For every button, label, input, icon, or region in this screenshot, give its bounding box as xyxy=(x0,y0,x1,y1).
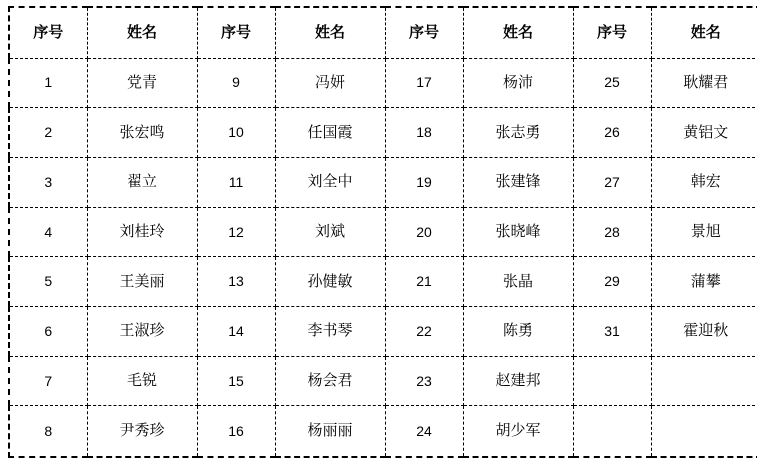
cell-name: 党青 xyxy=(87,58,197,108)
cell-index-empty xyxy=(573,356,651,406)
column-header-index-3: 序号 xyxy=(385,7,463,58)
cell-index: 26 xyxy=(573,108,651,158)
cell-index: 11 xyxy=(197,157,275,207)
cell-index: 23 xyxy=(385,356,463,406)
cell-name-empty xyxy=(651,356,757,406)
cell-index: 6 xyxy=(9,307,87,357)
cell-index: 2 xyxy=(9,108,87,158)
column-header-index-2: 序号 xyxy=(197,7,275,58)
cell-index: 20 xyxy=(385,207,463,257)
cell-name: 刘斌 xyxy=(275,207,385,257)
cell-index: 10 xyxy=(197,108,275,158)
cell-name: 韩宏 xyxy=(651,157,757,207)
cell-index: 19 xyxy=(385,157,463,207)
cell-name: 翟立 xyxy=(87,157,197,207)
cell-name: 黄铝文 xyxy=(651,108,757,158)
cell-index: 8 xyxy=(9,406,87,457)
cell-index: 14 xyxy=(197,307,275,357)
cell-name: 赵建邦 xyxy=(463,356,573,406)
cell-index: 25 xyxy=(573,58,651,108)
cell-name: 刘桂玲 xyxy=(87,207,197,257)
cell-name-empty xyxy=(651,406,757,457)
column-header-name-1: 姓名 xyxy=(87,7,197,58)
name-roster-table xyxy=(8,6,757,458)
table-row xyxy=(9,406,757,457)
table-row xyxy=(9,157,757,207)
column-header-name-4: 姓名 xyxy=(651,7,757,58)
cell-name: 陈勇 xyxy=(463,307,573,357)
cell-index: 3 xyxy=(9,157,87,207)
cell-name: 尹秀珍 xyxy=(87,406,197,457)
column-header-name-2: 姓名 xyxy=(275,7,385,58)
cell-name: 杨丽丽 xyxy=(275,406,385,457)
cell-index: 1 xyxy=(9,58,87,108)
cell-name: 刘全中 xyxy=(275,157,385,207)
cell-name: 任国霞 xyxy=(275,108,385,158)
cell-name: 张志勇 xyxy=(463,108,573,158)
cell-index: 7 xyxy=(9,356,87,406)
table-row xyxy=(9,307,757,357)
cell-name: 冯妍 xyxy=(275,58,385,108)
cell-index: 29 xyxy=(573,257,651,307)
table-row xyxy=(9,257,757,307)
cell-name: 王淑珍 xyxy=(87,307,197,357)
cell-index: 21 xyxy=(385,257,463,307)
cell-index: 31 xyxy=(573,307,651,357)
cell-name: 景旭 xyxy=(651,207,757,257)
cell-name: 张建锋 xyxy=(463,157,573,207)
cell-index-empty xyxy=(573,406,651,457)
cell-name: 杨沛 xyxy=(463,58,573,108)
cell-index: 12 xyxy=(197,207,275,257)
cell-name: 张晓峰 xyxy=(463,207,573,257)
cell-index: 9 xyxy=(197,58,275,108)
cell-name: 毛锐 xyxy=(87,356,197,406)
table-row xyxy=(9,356,757,406)
cell-name: 杨会君 xyxy=(275,356,385,406)
cell-index: 13 xyxy=(197,257,275,307)
cell-name: 胡少军 xyxy=(463,406,573,457)
cell-name: 蒲攀 xyxy=(651,257,757,307)
cell-index: 5 xyxy=(9,257,87,307)
column-header-index-4: 序号 xyxy=(573,7,651,58)
cell-name: 李书琴 xyxy=(275,307,385,357)
table-header-row xyxy=(9,7,757,58)
cell-index: 24 xyxy=(385,406,463,457)
cell-index: 16 xyxy=(197,406,275,457)
cell-name: 孙健敏 xyxy=(275,257,385,307)
cell-index: 28 xyxy=(573,207,651,257)
table-row xyxy=(9,58,757,108)
cell-name: 霍迎秋 xyxy=(651,307,757,357)
cell-name: 张晶 xyxy=(463,257,573,307)
table-row xyxy=(9,207,757,257)
cell-index: 15 xyxy=(197,356,275,406)
cell-index: 18 xyxy=(385,108,463,158)
cell-index: 27 xyxy=(573,157,651,207)
cell-index: 22 xyxy=(385,307,463,357)
cell-index: 17 xyxy=(385,58,463,108)
column-header-index-1: 序号 xyxy=(9,7,87,58)
cell-name: 王美丽 xyxy=(87,257,197,307)
cell-index: 4 xyxy=(9,207,87,257)
cell-name: 张宏鸣 xyxy=(87,108,197,158)
cell-name: 耿耀君 xyxy=(651,58,757,108)
column-header-name-3: 姓名 xyxy=(463,7,573,58)
table-row xyxy=(9,108,757,158)
